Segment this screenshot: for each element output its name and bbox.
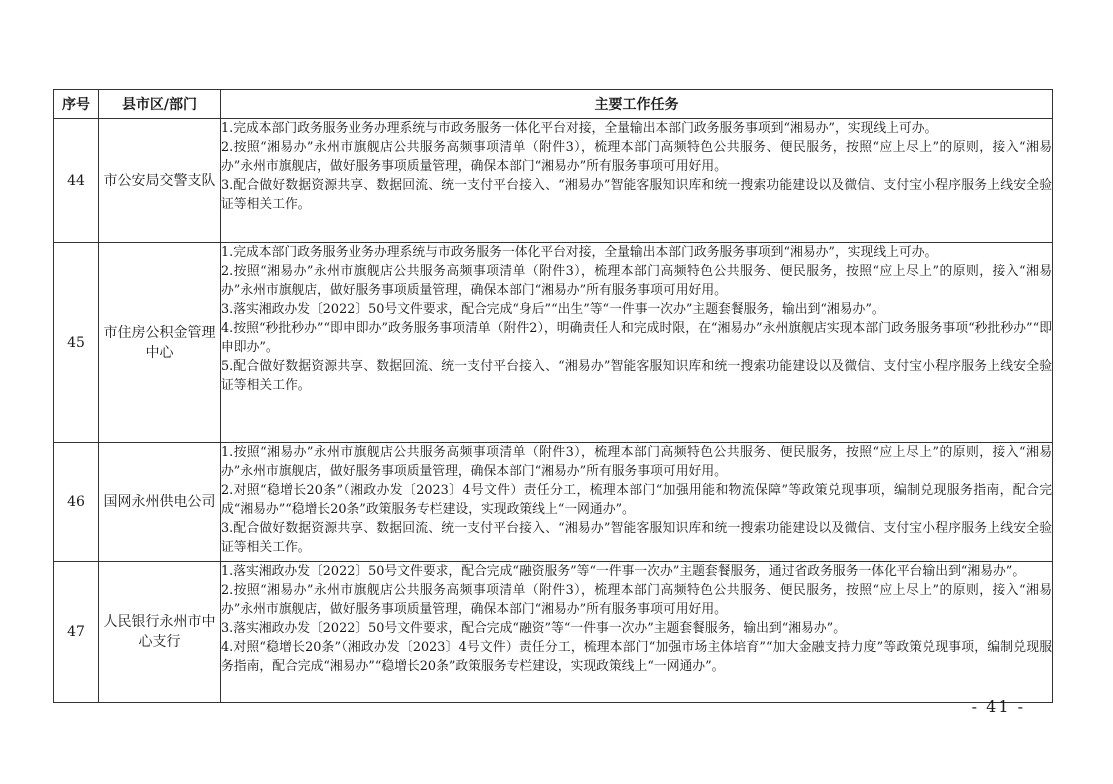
row-dept: 市公安局交警支队 xyxy=(99,119,221,243)
task-item: 2.对照“稳增长20条”（湘政办发〔2023〕4号文件）责任分工，梳理本部门“加强用能和物流保障”等政策兑现事项，编制兑现服务指南，配合完成“湘易办”“稳增长20条”政策服务专栏建设，实现政策线上“一网通办”。 xyxy=(221,483,1052,517)
row-dept: 国网永州供电公司 xyxy=(99,443,221,562)
task-item: 3.落实湘政办发〔2022〕50号文件要求，配合完成“融资”等“一件事一次办”主题套餐服务，输出到“湘易办”。 xyxy=(221,621,846,636)
page-number: - 41 - xyxy=(971,697,1025,716)
row-tasks xyxy=(221,119,1053,243)
header-num: 序号 xyxy=(54,90,99,119)
row-num: 46 xyxy=(54,443,99,562)
task-item: 3.配合做好数据资源共享、数据回流、统一支付平台接入、“湘易办”智能客服知识库和统一搜索功能建设以及微信、支付宝小程序服务上线安全验证等相关工作。 xyxy=(221,521,1052,555)
table-row xyxy=(54,562,1053,703)
row-tasks xyxy=(221,562,1053,703)
task-item: 3.配合做好数据资源共享、数据回流、统一支付平台接入、“湘易办”智能客服知识库和统一搜索功能建设以及微信、支付宝小程序服务上线安全验证等相关工作。 xyxy=(221,178,1052,212)
task-item: 3.落实湘政办发〔2022〕50号文件要求，配合完成“身后”“出生”等“一件事一次办”主题套餐服务，输出到“湘易办”。 xyxy=(221,302,885,317)
task-item: 4.对照“稳增长20条”（湘政办发〔2023〕4号文件）责任分工，梳理本部门“加强市场主体培育”“加大金融支持力度”等政策兑现事项，编制兑现服务指南，配合完成“湘易办”“稳增长20条”政策服务专栏建设，实现政策线上“一网通办”。 xyxy=(221,640,1052,674)
task-item: 2.按照“湘易办”永州市旗舰店公共服务高频事项清单（附件3），梳理本部门高频特色公共服务、便民服务，按照“应上尽上”的原则，接入“湘易办”永州市旗舰店，做好服务事项质量管理，确保本部门“湘易办”所有服务事项可用好用。 xyxy=(221,264,1052,298)
task-item: 1.落实湘政办发〔2022〕50号文件要求，配合完成“融资服务”等“一件事一次办”主题套餐服务，通过省政务服务一体化平台输出到“湘易办”。 xyxy=(221,564,1026,579)
table-row xyxy=(54,443,1053,562)
header-dept: 县市区/部门 xyxy=(99,90,221,119)
task-item: 4.按照“秒批秒办”“即申即办”政务服务事项清单（附件2），明确责任人和完成时限，在“湘易办”永州旗舰店实现本部门政务服务事项“秒批秒办”“即申即办”。 xyxy=(221,321,1052,355)
task-table xyxy=(53,89,1053,703)
header-tasks: 主要工作任务 xyxy=(221,90,1053,119)
table-row xyxy=(54,243,1053,443)
row-num: 47 xyxy=(54,562,99,703)
task-item: 2.按照“湘易办”永州市旗舰店公共服务高频事项清单（附件3），梳理本部门高频特色公共服务、便民服务，按照“应上尽上”的原则，接入“湘易办”永州市旗舰店，做好服务事项质量管理，确保本部门“湘易办”所有服务事项可用好用。 xyxy=(221,583,1052,617)
row-dept: 人民银行永州市中心支行 xyxy=(99,562,221,703)
task-item: 1.完成本部门政务服务业务办理系统与市政务服务一体化平台对接，全量输出本部门政务服务事项到“湘易办”，实现线上可办。 xyxy=(221,121,938,136)
row-tasks xyxy=(221,443,1053,562)
table-row xyxy=(54,119,1053,243)
row-dept: 市住房公积金管理中心 xyxy=(99,243,221,443)
row-num: 45 xyxy=(54,243,99,443)
task-item: 5.配合做好数据资源共享、数据回流、统一支付平台接入、“湘易办”智能客服知识库和统一搜索功能建设以及微信、支付宝小程序服务上线安全验证等相关工作。 xyxy=(221,359,1052,393)
task-item: 1.完成本部门政务服务业务办理系统与市政务服务一体化平台对接，全量输出本部门政务服务事项到“湘易办”，实现线上可办。 xyxy=(221,245,938,260)
row-num: 44 xyxy=(54,119,99,243)
row-tasks xyxy=(221,243,1053,443)
table-header-row xyxy=(54,90,1053,119)
task-item: 1.按照“湘易办”永州市旗舰店公共服务高频事项清单（附件3），梳理本部门高频特色公共服务、便民服务，按照“应上尽上”的原则，接入“湘易办”永州市旗舰店，做好服务事项质量管理，确保本部门“湘易办”所有服务事项可用好用。 xyxy=(221,445,1052,479)
task-item: 2.按照“湘易办”永州市旗舰店公共服务高频事项清单（附件3），梳理本部门高频特色公共服务、便民服务，按照“应上尽上”的原则，接入“湘易办”永州市旗舰店，做好服务事项质量管理，确保本部门“湘易办”所有服务事项可用好用。 xyxy=(221,140,1052,174)
